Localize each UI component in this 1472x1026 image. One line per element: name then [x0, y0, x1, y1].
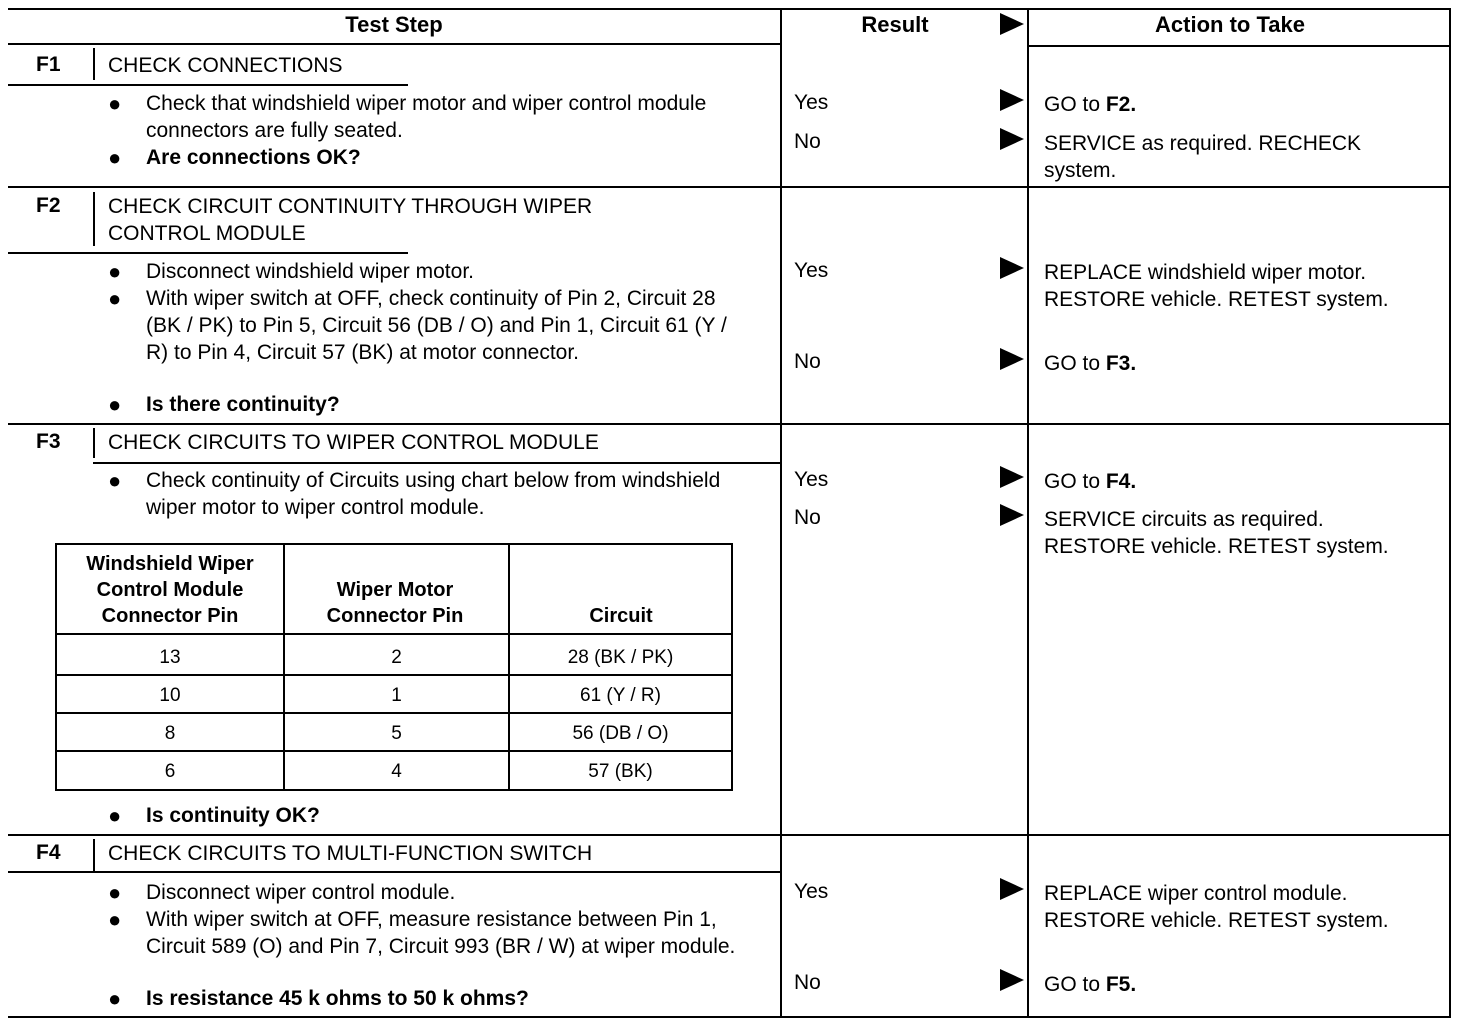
chart-cell: 61 (Y / R): [580, 685, 661, 706]
bullet-dot-icon: ●: [108, 986, 122, 1011]
result-yes: Yes: [794, 259, 829, 282]
bullet-item: [108, 144, 748, 171]
action-text: SERVICE as required. RECHECK system.: [1044, 132, 1362, 182]
result-yes: Yes: [794, 91, 829, 114]
continuity-chart: [55, 543, 733, 791]
chart-cell: 10: [159, 685, 181, 706]
step-separator: [8, 423, 1451, 425]
bullet-dot-icon: ●: [108, 803, 122, 828]
bullet-text: With wiper switch at OFF, measure resistance between Pin 1, Circuit 589 (O) and Pin 7, Circuit 993 (BR / W) at wiper module.: [146, 908, 736, 958]
bullet-text: Check continuity of Circuits using chart below from windshield wiper motor to wiper control module.: [146, 469, 721, 519]
step-id: F2: [36, 194, 61, 217]
right-triangle-arrow-icon: [1000, 969, 1024, 991]
right-triangle-arrow-icon: [1000, 348, 1024, 370]
title-rule: [93, 462, 781, 464]
bullet-item: [108, 802, 748, 829]
table-top-border: [8, 8, 1451, 10]
chart-cell: 57 (BK): [588, 761, 653, 782]
column-divider-result: [780, 8, 782, 1018]
bullet-text: Check that windshield wiper motor and wiper control module connectors are fully seated.: [146, 92, 707, 142]
result-no: No: [794, 350, 821, 373]
step-id-divider: [93, 428, 95, 458]
chart-cell: 8: [164, 723, 176, 744]
step-id: F3: [36, 430, 61, 453]
chart-row-divider: [57, 674, 731, 676]
bullet-dot-icon: ●: [108, 286, 122, 311]
step-id-divider: [93, 192, 95, 246]
table-right-border: [1449, 8, 1451, 1018]
bullet-dot-icon: ●: [108, 145, 122, 170]
chart-cell: 13: [159, 647, 181, 668]
chart-row-divider: [57, 750, 731, 752]
result-yes: Yes: [794, 880, 829, 903]
bullet-dot-icon: ●: [108, 468, 122, 493]
bullet-dot-icon: ●: [108, 259, 122, 284]
bullet-item: [108, 90, 748, 144]
chart-cell: 5: [391, 723, 402, 744]
bullet-text: Disconnect wiper control module.: [146, 881, 456, 904]
right-triangle-arrow-icon: [1000, 13, 1024, 35]
title-rule: [8, 871, 781, 873]
bullet-item: [108, 391, 748, 418]
right-triangle-arrow-icon: [1000, 504, 1024, 526]
bullet-text: Disconnect windshield wiper motor.: [146, 260, 474, 283]
bullet-item: [108, 285, 748, 393]
bullet-question: Is resistance 45 k ohms to 50 k ohms?: [146, 987, 529, 1010]
result-yes: Yes: [794, 468, 829, 491]
bullet-question: Are connections OK?: [146, 146, 361, 169]
bullet-item: [108, 906, 748, 987]
action-text: REPLACE wiper control module. RESTORE vehicle. RETEST system.: [1044, 882, 1389, 932]
step-id-divider: [93, 48, 95, 80]
bullet-item: [108, 879, 748, 906]
title-rule: [8, 84, 408, 86]
header-result: Result: [861, 12, 929, 37]
header-bottom-rule: [8, 43, 781, 45]
step-title: CHECK CONNECTIONS: [108, 54, 343, 77]
chart-cell: 28 (BK / PK): [567, 647, 674, 668]
step-id: F4: [36, 841, 61, 864]
bullet-text: With wiper switch at OFF, check continuity of Pin 2, Circuit 28 (BK / PK) to Pin 5, Circuit 56 (DB / O) and Pin 1, Circuit 61 (Y / R) to Pin 4, Circuit 57 (BK) at motor connector.: [146, 287, 727, 364]
right-triangle-arrow-icon: [1000, 89, 1024, 111]
result-no: No: [794, 506, 821, 529]
action-text: GO to F2.: [1044, 93, 1137, 116]
step-id: F1: [36, 53, 61, 76]
table-bottom-border: [8, 1016, 1451, 1018]
bullet-dot-icon: ●: [108, 91, 122, 116]
chart-cell: 56 (DB / O): [572, 723, 669, 744]
step-title: CHECK CIRCUITS TO MULTI-FUNCTION SWITCH: [108, 842, 593, 865]
chart-row-divider: [57, 633, 731, 635]
action-text: GO to F5.: [1044, 973, 1137, 996]
result-no: No: [794, 971, 821, 994]
step-separator: [8, 186, 1451, 188]
bullet-dot-icon: ●: [108, 880, 122, 905]
header-bottom-rule-action: [1028, 45, 1451, 47]
right-triangle-arrow-icon: [1000, 878, 1024, 900]
chart-header-circuit: Circuit: [589, 605, 653, 627]
chart-cell: 4: [391, 761, 402, 782]
header-test-step: Test Step: [345, 12, 443, 37]
chart-cell: 2: [391, 647, 402, 668]
step-title-line2: CONTROL MODULE: [108, 222, 306, 245]
action-text: GO to F4.: [1044, 470, 1137, 493]
step-id-divider: [93, 839, 95, 871]
chart-cell: 6: [164, 761, 176, 782]
bullet-dot-icon: ●: [108, 392, 122, 417]
step-separator: [8, 834, 1451, 836]
bullet-item: [108, 258, 748, 285]
bullet-item: [108, 985, 748, 1012]
chart-row-divider: [57, 712, 731, 714]
step-title: CHECK CIRCUITS TO WIPER CONTROL MODULE: [108, 431, 599, 454]
bullet-question: Is there continuity?: [146, 393, 340, 416]
right-triangle-arrow-icon: [1000, 466, 1024, 488]
header-action: Action to Take: [1155, 12, 1305, 37]
result-no: No: [794, 130, 821, 153]
chart-header-module-pin: Windshield Wiper Control Module Connector Pin: [86, 553, 254, 627]
action-text: GO to F3.: [1044, 352, 1137, 375]
right-triangle-arrow-icon: [1000, 128, 1024, 150]
chart-header-motor-pin: Wiper Motor Connector Pin: [326, 579, 464, 627]
step-title-line1: CHECK CIRCUIT CONTINUITY THROUGH WIPER: [108, 195, 593, 218]
right-triangle-arrow-icon: [1000, 257, 1024, 279]
action-text: SERVICE circuits as required. RESTORE vehicle. RETEST system.: [1044, 508, 1389, 558]
action-text: REPLACE windshield wiper motor. RESTORE vehicle. RETEST system.: [1044, 261, 1389, 311]
chart-cell: 1: [391, 685, 402, 706]
bullet-dot-icon: ●: [108, 907, 122, 932]
column-divider-action: [1027, 8, 1029, 1018]
title-rule: [8, 252, 408, 254]
bullet-question: Is continuity OK?: [146, 804, 320, 827]
bullet-item: [108, 467, 748, 521]
